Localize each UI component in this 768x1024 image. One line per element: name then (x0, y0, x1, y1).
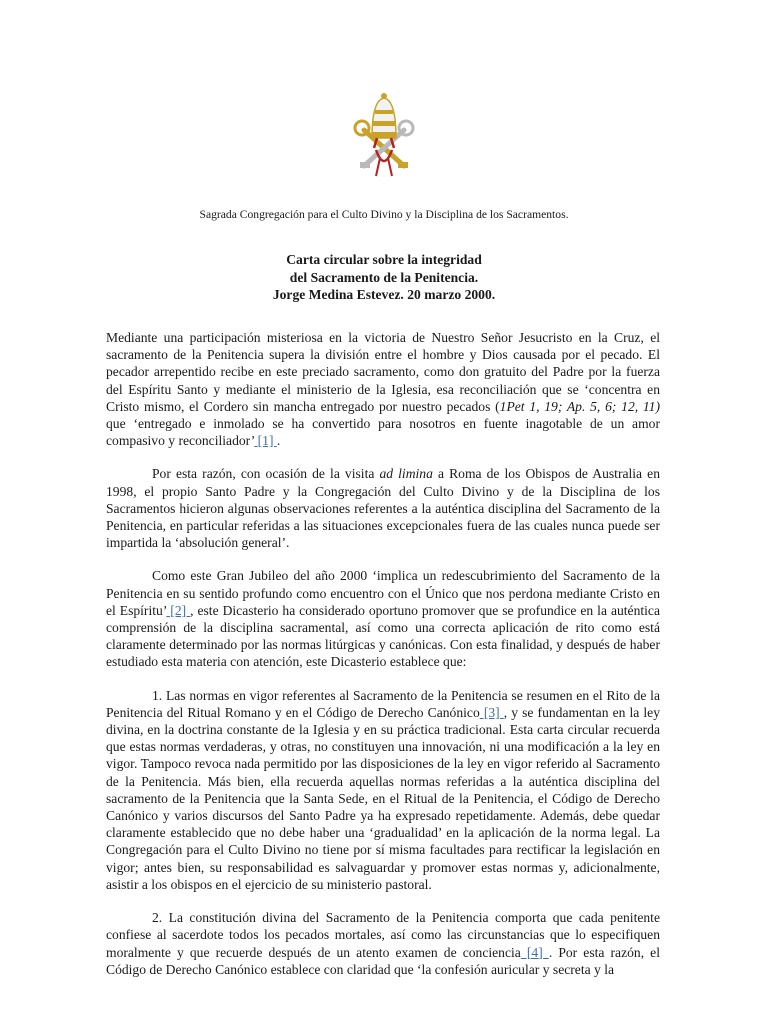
text: . Por esta razón, el Código de Derecho Canónico establece con claridad que ‘la confesión auricular y secreta y la (106, 944, 660, 977)
papal-keys-tiara-icon (350, 92, 418, 180)
text: , y se fundamentan en la ley divina, en la doctrina constante de la Iglesia y en su práctica tradicional. Esta carta circular recuerda que estas normas verdaderas, y otras, no constituyen una innovación, ni una modificación a la ley en vigor. Tampoco revoca nada permitido por las disposiciones de la ley en vigor referido al Sacramento de la Penitencia. Más bien, ella recuerda aquellas normas referidas a la auténtica disciplina del sacramento de la Penitencia que la Santa Sede, en el Ritual de la Penitencia, el Código de Derecho Canónico y varios discursos del Santo Padre ya ha expresado repetidamente. Además, debe quedar claramente establecido que no debe haber una ‘gradualidad’ en la aplicación de la norma legal. La Congregación para el Culto Divino no tiene por sí misma facultades para rectificar la legislación en vigor; antes bien, su responsabilidad es salvaguardar y promover estas normas y, adicionalmente, asistir a los obispos en el ejercicio de su ministerio pastoral. (106, 704, 660, 892)
paragraph (106, 687, 660, 893)
citation: 1Pet 1, 19; Ap. 5, 6; 12, 11) (499, 398, 660, 414)
title-line: Carta circular sobre la integridad (286, 252, 482, 267)
footnote-link-2[interactable]: [2] (166, 602, 191, 618)
title-line: Jorge Medina Estevez. 20 marzo 2000. (272, 287, 496, 302)
paragraph (106, 909, 660, 978)
issuing-body: Sagrada Congregación para el Culto Divino y la Disciplina de los Sacramentos. (199, 208, 569, 221)
text: 1. Las normas en vigor referentes al Sacramento de la Penitencia se resumen en el Rito de la Penitencia del Ritual Romano y en el Código de Derecho Canónico (106, 687, 660, 720)
text: a Roma de los Obispos de Australia en 1998, el propio Santo Padre y la Congregación del Culto Divino y de la Disciplina de los Sacramentos hicieron algunas observaciones referentes a la auténtica disciplina del Sacramento de la Penitencia, en particular referidas a las situaciones excepcionales fuera de las cuales nunca puede ser impartida la ‘absolución general’. (106, 466, 660, 551)
text: Como este Gran Jubileo del año 2000 ‘implica un redescubrimiento del Sacramento de la Penitencia en su sentido profundo como encuentro con el Único que nos perdona mediante Cristo en el Espíritu’ (106, 568, 660, 618)
text: que ‘entregado e inmolado se ha convertido para nosotros en fuente inagotable de un amor compasivo y reconciliador’ (106, 416, 660, 449)
footnote-link-4[interactable]: [4] (520, 944, 549, 960)
emphasis: ad limina (379, 466, 433, 482)
paragraph (106, 567, 660, 670)
letter-body (106, 329, 660, 994)
text: , este Dicasterio ha considerado oportuno promover que se profundice en la auténtica comprensión de la disciplina sacramental, así como una correcta aplicación de rito como está claramente determinado por las normas litúrgicas y canónicas. Con esta finalidad, y después de haber estudiado esta materia con atención, este Dicasterio establece que: (106, 602, 660, 670)
paragraph (106, 329, 660, 449)
footnote-link-3[interactable]: [3] (479, 704, 504, 720)
text: . (276, 433, 281, 449)
footnote-link-1[interactable]: [1] (254, 433, 277, 449)
text: Por esta razón, con ocasión de la visita (152, 466, 380, 482)
title-line: del Sacramento de la Penitencia. (289, 269, 479, 285)
text: 2. La constitución divina del Sacramento de la Penitencia comporta que cada penitente confiese al sacerdote todos los pecados mortales, así como las circunstancias que lo especifiquen moralmente y que recuerde después de un atento examen de conciencia (106, 910, 660, 960)
document-title (0, 251, 768, 304)
paragraph (106, 465, 660, 551)
text: Mediante una participación misteriosa en la victoria de Nuestro Señor Jesucristo en la Cruz, el sacramento de la Penitencia supera la división entre el hombre y Dios causada por el pecado. El pecador arrepentido recibe en este preciado sacramento, como don gratuito del Padre por la fuerza del Espíritu Santo y mediante el ministerio de la Iglesia, esa reconciliación que se ‘concentra en Cristo mismo, el Cordero sin mancha entregado por nuestro pecados ( (106, 330, 660, 414)
